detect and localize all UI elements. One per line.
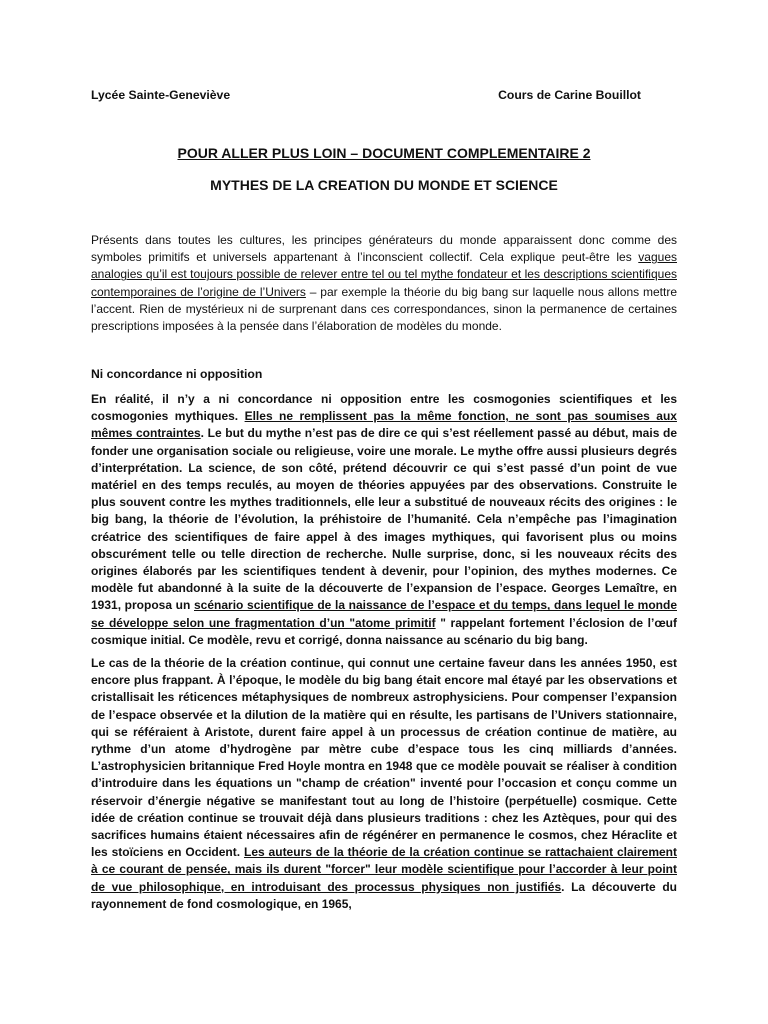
underlined-text: Les auteurs de la théorie de la création continue se rattachaient clairement à ce courant de pensée, mais ils durent "forcer" leur modèle scientifique pour l’accorder à leur point de vue philosophique, en introduisant des processus physiques non justifiés bbox=[91, 845, 677, 894]
paragraph-text: " rappelant fortement l’éclosion de l’œuf cosmique initial. Ce modèle, revu et corrigé, donna naissance au scénario du big bang. bbox=[91, 615, 677, 647]
underlined-text: vagues analogies qu’il est toujours possible de relever entre tel ou tel mythe fondateur et les descriptions scientifiques contemporaines de l’origine de l’Univers bbox=[91, 250, 677, 299]
paragraph-intro bbox=[91, 232, 677, 335]
paragraph-text: Le cas de la théorie de la création continue, qui connut une certaine faveur dans les années 1950, est encore plus frappant. À l’époque, le modèle du big bang était encore mal étayé par les observations et cristallisait les réticences métaphysiques de nombreux astrophysiciens. Pour compenser l’expansion de l’espace observée et la dilution de la matière qui en résulte, les partisans de l’Univers stationnaire, qui se référaient à Aristote, durent faire appel à un processus de création continue de matière, au rythme d’un atome d’hydrogène par mètre cube d’espace tous les cinq milliards d’années. L’astrophysicien britannique Fred Hoyle montra en 1948 que ce modèle pouvait se réaliser à condition d’introduire dans les équations un "champ de création" inventé pour l’occasion et conçu comme un réservoir d’énergie négative se manifestant tout au long de l’histoire (perpétuelle) cosmique. Cette idée de création continue se trouvait déjà dans plusieurs traditions : chez les Aztèques, pour qui des sacrifices humains étaient nécessaires afin de régénérer en permanence le cosmos, chez Héraclite et les stoïciens en Occident. bbox=[91, 656, 677, 860]
underlined-text: Elles ne remplissent pas la même fonction, ne sont pas soumises aux mêmes contraintes bbox=[91, 409, 677, 441]
section-heading: Ni concordance ni opposition bbox=[91, 367, 263, 381]
document-title: POUR ALLER PLUS LOIN – DOCUMENT COMPLEMENTAIRE 2 bbox=[177, 145, 591, 161]
school-name: Lycée Sainte-Geneviève bbox=[91, 88, 231, 102]
paragraph-text: En réalité, il n’y a ni concordance ni opposition entre les cosmogonies scientifiques et les cosmogonies mythiques. bbox=[91, 392, 677, 424]
paragraph-text: Présents dans toutes les cultures, les principes générateurs du monde apparaissent donc comme des symboles primitifs et universels appartenant à l’inconscient collectif. Cela explique peut-être les bbox=[91, 233, 677, 265]
underlined-text: scénario scientifique de la naissance de l’espace et du temps, dans lequel le monde se développe selon une fragmentation d’un "atome primitif bbox=[91, 598, 677, 630]
paragraph-text: – par exemple la théorie du big bang sur laquelle nous allons mettre l’accent. Rien de mystérieux ni de surprenant dans ces correspondances, sinon la permanence de certaines prescriptions imposées à la pensée dans l’élaboration de modèles du monde. bbox=[91, 284, 678, 334]
paragraph-text: . La découverte du rayonnement de fond cosmologique, en 1965, bbox=[91, 879, 677, 911]
document-subtitle: MYTHES DE LA CREATION DU MONDE ET SCIENCE bbox=[210, 177, 558, 193]
course-author: Cours de Carine Bouillot bbox=[498, 88, 641, 102]
paragraph-creation-continue bbox=[91, 655, 677, 913]
paragraph-text: . Le but du mythe n’est pas de dire ce qui s’est réellement passé au début, mais de fonder une organisation sociale ou religieuse, voire une morale. Le mythe offre aussi plusieurs degrés d’interprétation. La science, de son côté, prétend découvrir ce qui s’est passé d’un point de vue matériel en des temps reculés, au moyen de théories appuyées par des observations. Construite le plus souvent contre les mythes traditionnels, elle leur a substitué de nouveaux récits des origines : le big bang, la théorie de l’évolution, la préhistoire de l’humanité. Cela n’empêche pas l’imagination créatrice des scientifiques de faire appel à des images mythiques, qui favorisent plus ou moins obscurément telle ou telle direction de recherche. Nulle surprise, donc, si les nouveaux récits des origines élaborés par les scientifiques tendent à devenir, pour l’opinion, des mythes modernes. Ce modèle fut abandonné à la suite de la découverte de l’expansion de l’espace. Georges Lemaître, en 1931, proposa un bbox=[91, 426, 677, 613]
paragraph-concordance bbox=[91, 391, 677, 649]
